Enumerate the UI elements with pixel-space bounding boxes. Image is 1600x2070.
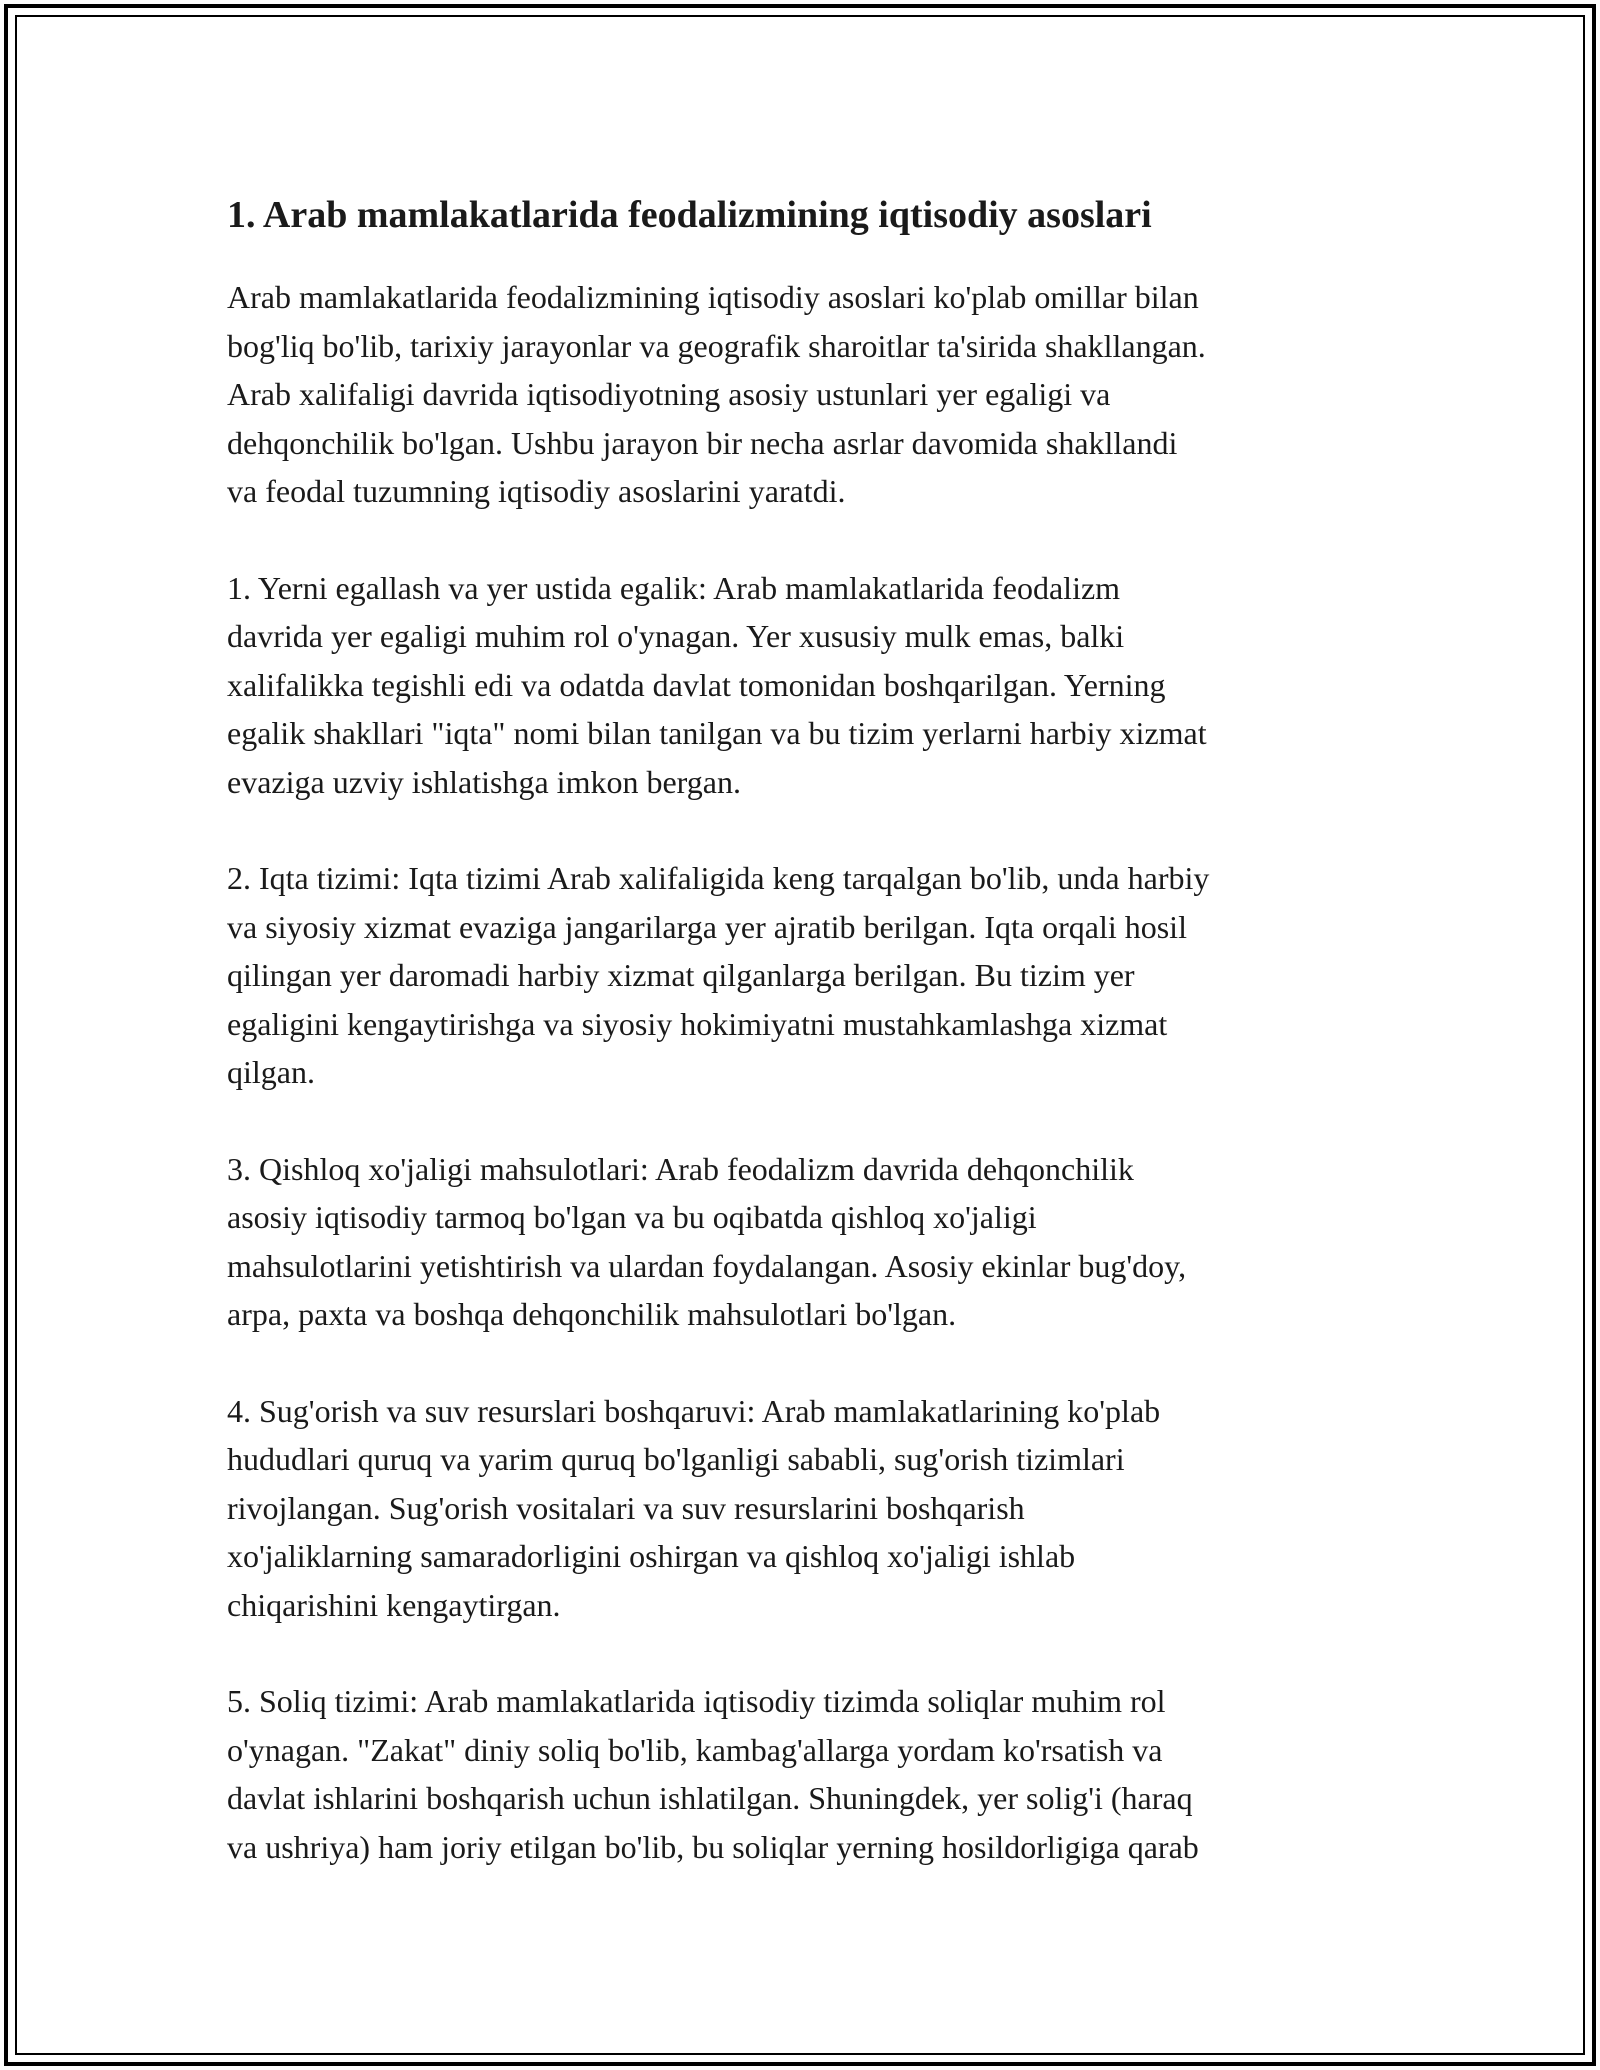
section-3-paragraph xyxy=(227,1145,1377,1339)
text-line: va feodal tuzumning iqtisodiy asoslarini yaratdi. xyxy=(227,473,846,509)
text-line: dehqonchilik bo'lgan. Ushbu jarayon bir necha asrlar davomida shakllandi xyxy=(227,424,1178,461)
text-line: xo'jaliklarning samaradorligini oshirgan va qishloq xo'jaligi ishlab xyxy=(227,1538,1076,1574)
text-line: xalifalikka tegishli edi va odatda davlat tomonidan boshqarilgan. Yerning xyxy=(227,666,1166,703)
text-line: mahsulotlarini yetishtirish va ulardan foydalangan. Asosiy ekinlar bug'doy, xyxy=(227,1247,1187,1284)
section-4-paragraph xyxy=(227,1387,1377,1630)
text-line: Arab mamlakatlarida feodalizmining iqtisodiy asoslari ko'plab omillar bilan xyxy=(227,279,1199,315)
section-2-paragraph xyxy=(227,854,1377,1097)
section-5-paragraph xyxy=(227,1677,1377,1871)
document-title: 1. Arab mamlakatlarida feodalizmining iqtisodiy asoslari xyxy=(227,194,1152,236)
text-line: egalik shakllari "iqta" nomi bilan tanilgan va bu tizim yerlarni harbiy xizmat xyxy=(227,715,1207,751)
text-line: evaziga uzviy ishlatishga imkon bergan. xyxy=(227,763,741,800)
text-line: qilgan. xyxy=(227,1054,315,1090)
text-line: hududlari quruq va yarim quruq bo'lganligi sababli, sug'orish tizimlari xyxy=(227,1441,1125,1477)
text-line: qilingan yer daromadi harbiy xizmat qilganlarga berilgan. Bu tizim yer xyxy=(227,957,1135,993)
text-line: va siyosiy xizmat evaziga jangarilarga yer ajratib berilgan. Iqta orqali hosil xyxy=(227,908,1187,945)
text-line: bog'liq bo'lib, tarixiy jarayonlar va geografik sharoitlar ta'sirida shakllangan. xyxy=(227,327,1206,364)
text-line: 3. Qishloq xo'jaligi mahsulotlari: Arab feodalizm davrida dehqonchilik xyxy=(227,1150,1134,1187)
text-line: chiqarishini kengaytirgan. xyxy=(227,1586,561,1623)
text-line: rivojlangan. Sug'orish vositalari va suv resurslarini boshqarish xyxy=(227,1489,1025,1526)
text-line: 4. Sug'orish va suv resurslari boshqaruvi: Arab mamlakatlarining ko'plab xyxy=(227,1392,1161,1429)
text-line: egaligini kengaytirishga va siyosiy hokimiyatni mustahkamlashga xizmat xyxy=(227,1005,1168,1042)
text-line: davlat ishlarini boshqarish uchun ishlatilgan. Shuningdek, yer solig'i (haraq xyxy=(227,1780,1193,1816)
text-line: davrida yer egaligi muhim rol o'ynagan. Yer xususiy mulk emas, balki xyxy=(227,618,1125,654)
text-line: Arab xalifaligi davrida iqtisodiyotning asosiy ustunlari yer egaligi va xyxy=(227,376,1111,412)
text-line: o'ynagan. "Zakat" diniy soliq bo'lib, kambag'allarga yordam ko'rsatish va xyxy=(227,1731,1163,1768)
text-line: 2. Iqta tizimi: Iqta tizimi Arab xalifaligida keng tarqalgan bo'lib, unda harbiy xyxy=(227,860,1210,896)
intro-paragraph xyxy=(227,273,1377,516)
text-line: 5. Soliq tizimi: Arab mamlakatlarida iqtisodiy tizimda soliqlar muhim rol xyxy=(227,1683,1166,1719)
document-body xyxy=(227,187,1377,1919)
text-line: va ushriya) ham joriy etilgan bo'lib, bu soliqlar yerning hosildorligiga qarab xyxy=(227,1828,1199,1865)
text-line: arpa, paxta va boshqa dehqonchilik mahsulotlari bo'lgan. xyxy=(227,1296,957,1332)
section-1-paragraph xyxy=(227,564,1377,807)
text-line: asosiy iqtisodiy tarmoq bo'lgan va bu oqibatda qishloq xo'jaligi xyxy=(227,1199,1037,1235)
text-line: 1. Yerni egallash va yer ustida egalik: Arab mamlakatlarida feodalizm xyxy=(227,569,1121,606)
